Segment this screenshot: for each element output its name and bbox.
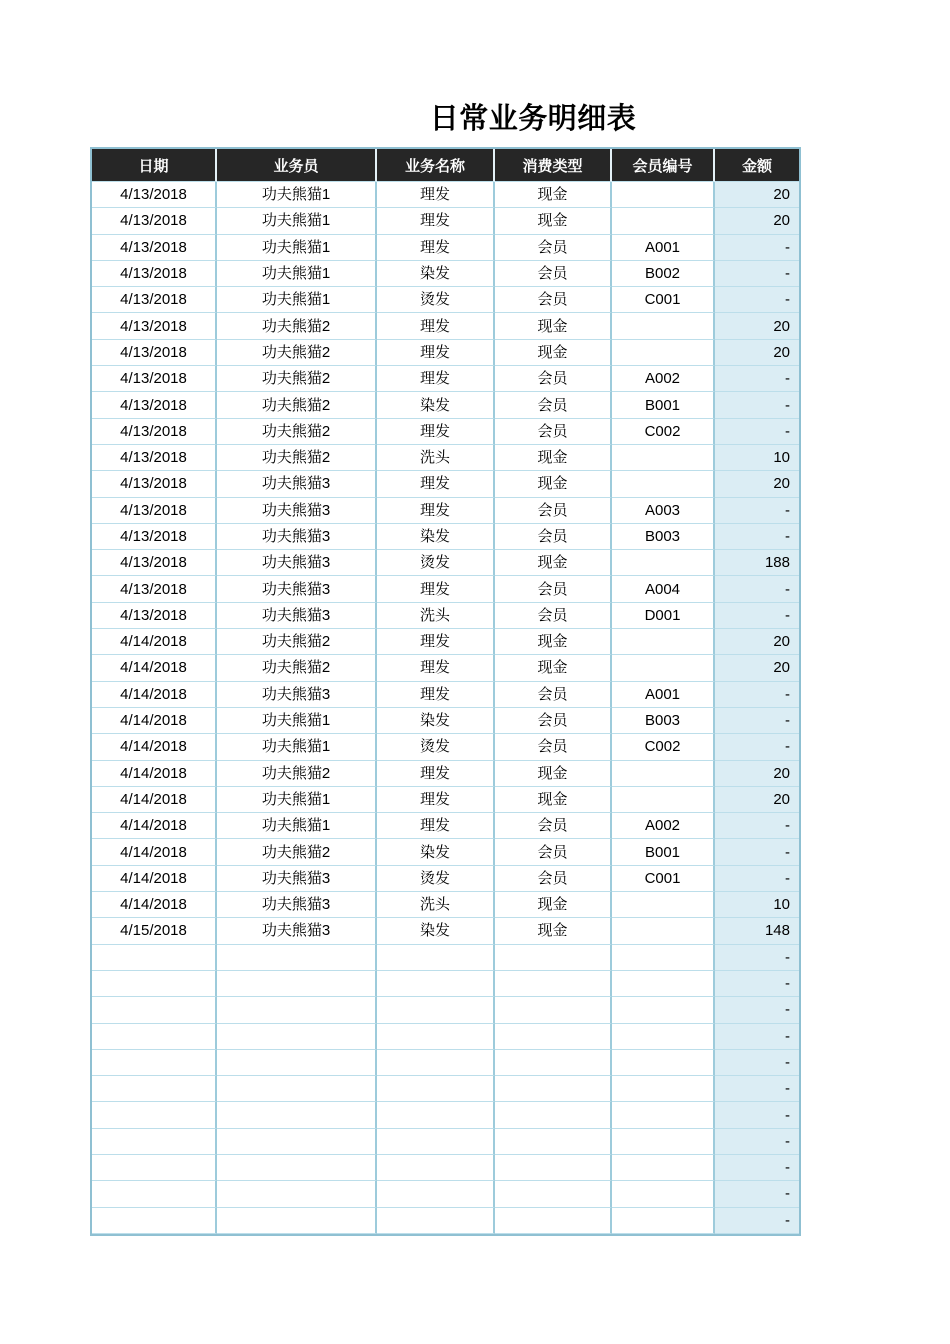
cell-type: 现金 — [495, 471, 612, 497]
cell-member: C002 — [612, 419, 715, 445]
cell-member — [612, 1129, 715, 1155]
cell-agent — [217, 1181, 377, 1207]
cell-date: 4/13/2018 — [92, 603, 217, 629]
cell-service: 理发 — [377, 182, 495, 208]
cell-type: 现金 — [495, 550, 612, 576]
cell-date: 4/14/2018 — [92, 892, 217, 918]
cell-member: B002 — [612, 261, 715, 287]
cell-amount: 20 — [715, 471, 799, 497]
cell-service: 理发 — [377, 576, 495, 602]
cell-member — [612, 208, 715, 234]
cell-amount: - — [715, 1129, 799, 1155]
cell-amount: - — [715, 708, 799, 734]
cell-member: C002 — [612, 734, 715, 760]
cell-date — [92, 1050, 217, 1076]
cell-type — [495, 1076, 612, 1102]
cell-date — [92, 971, 217, 997]
cell-member — [612, 997, 715, 1023]
cell-agent: 功夫熊猫3 — [217, 866, 377, 892]
cell-date: 4/14/2018 — [92, 761, 217, 787]
cell-date: 4/14/2018 — [92, 655, 217, 681]
cell-agent: 功夫熊猫1 — [217, 235, 377, 261]
cell-service: 染发 — [377, 524, 495, 550]
cell-date: 4/13/2018 — [92, 445, 217, 471]
cell-date: 4/14/2018 — [92, 629, 217, 655]
cell-date — [92, 1155, 217, 1181]
cell-agent: 功夫熊猫2 — [217, 419, 377, 445]
cell-date: 4/13/2018 — [92, 471, 217, 497]
cell-type: 会员 — [495, 734, 612, 760]
cell-agent: 功夫熊猫3 — [217, 524, 377, 550]
cell-service: 理发 — [377, 235, 495, 261]
cell-date: 4/13/2018 — [92, 524, 217, 550]
cell-amount: - — [715, 603, 799, 629]
cell-agent: 功夫熊猫2 — [217, 392, 377, 418]
cell-amount: - — [715, 261, 799, 287]
column-header-member: 会员编号 — [612, 149, 715, 182]
cell-amount: - — [715, 1024, 799, 1050]
cell-type: 现金 — [495, 629, 612, 655]
cell-service: 烫发 — [377, 866, 495, 892]
cell-type: 现金 — [495, 655, 612, 681]
cell-type: 会员 — [495, 813, 612, 839]
cell-agent: 功夫熊猫2 — [217, 340, 377, 366]
cell-agent: 功夫熊猫3 — [217, 892, 377, 918]
cell-amount: - — [715, 392, 799, 418]
cell-service: 理发 — [377, 787, 495, 813]
cell-amount: - — [715, 366, 799, 392]
cell-amount: 20 — [715, 313, 799, 339]
cell-member — [612, 182, 715, 208]
cell-member: B001 — [612, 839, 715, 865]
cell-type: 现金 — [495, 761, 612, 787]
cell-service — [377, 1129, 495, 1155]
cell-member — [612, 761, 715, 787]
cell-amount: - — [715, 945, 799, 971]
cell-member — [612, 313, 715, 339]
cell-date — [92, 1102, 217, 1128]
cell-agent: 功夫熊猫1 — [217, 261, 377, 287]
cell-service: 烫发 — [377, 287, 495, 313]
cell-agent: 功夫熊猫2 — [217, 313, 377, 339]
cell-service — [377, 1208, 495, 1234]
cell-member — [612, 1102, 715, 1128]
cell-type — [495, 1102, 612, 1128]
cell-date: 4/14/2018 — [92, 682, 217, 708]
cell-member — [612, 1050, 715, 1076]
cell-date — [92, 945, 217, 971]
cell-type: 现金 — [495, 340, 612, 366]
cell-member — [612, 1024, 715, 1050]
column-header-date: 日期 — [92, 149, 217, 182]
cell-type: 现金 — [495, 313, 612, 339]
cell-agent — [217, 1050, 377, 1076]
cell-agent: 功夫熊猫1 — [217, 287, 377, 313]
cell-type: 现金 — [495, 787, 612, 813]
cell-amount: - — [715, 287, 799, 313]
cell-member — [612, 787, 715, 813]
cell-agent: 功夫熊猫1 — [217, 813, 377, 839]
cell-service: 理发 — [377, 419, 495, 445]
cell-member — [612, 971, 715, 997]
cell-type: 会员 — [495, 498, 612, 524]
cell-agent: 功夫熊猫2 — [217, 629, 377, 655]
cell-service — [377, 1102, 495, 1128]
cell-type — [495, 1181, 612, 1207]
cell-amount: - — [715, 813, 799, 839]
cell-service — [377, 997, 495, 1023]
cell-date: 4/13/2018 — [92, 576, 217, 602]
column-header-amount: 金额 — [715, 149, 799, 182]
cell-type: 会员 — [495, 392, 612, 418]
cell-service: 染发 — [377, 839, 495, 865]
cell-date — [92, 1129, 217, 1155]
cell-date: 4/14/2018 — [92, 734, 217, 760]
cell-member: C001 — [612, 287, 715, 313]
cell-member: A001 — [612, 235, 715, 261]
cell-amount: - — [715, 235, 799, 261]
cell-type — [495, 997, 612, 1023]
cell-type: 会员 — [495, 287, 612, 313]
cell-type: 会员 — [495, 235, 612, 261]
cell-service — [377, 1050, 495, 1076]
cell-agent: 功夫熊猫3 — [217, 918, 377, 944]
cell-member: A002 — [612, 366, 715, 392]
cell-member: A004 — [612, 576, 715, 602]
cell-agent — [217, 945, 377, 971]
cell-date: 4/13/2018 — [92, 550, 217, 576]
cell-agent: 功夫熊猫2 — [217, 761, 377, 787]
cell-type — [495, 1050, 612, 1076]
cell-amount: 10 — [715, 892, 799, 918]
cell-member — [612, 340, 715, 366]
cell-amount: 20 — [715, 629, 799, 655]
cell-service: 理发 — [377, 340, 495, 366]
cell-type: 会员 — [495, 839, 612, 865]
cell-service: 理发 — [377, 655, 495, 681]
cell-date: 4/13/2018 — [92, 392, 217, 418]
cell-amount: - — [715, 524, 799, 550]
cell-type: 会员 — [495, 603, 612, 629]
cell-amount: - — [715, 419, 799, 445]
cell-agent: 功夫熊猫3 — [217, 682, 377, 708]
cell-type — [495, 971, 612, 997]
cell-amount: - — [715, 971, 799, 997]
cell-agent: 功夫熊猫2 — [217, 445, 377, 471]
cell-amount: - — [715, 997, 799, 1023]
cell-amount: - — [715, 1102, 799, 1128]
cell-service — [377, 1155, 495, 1181]
cell-agent: 功夫熊猫3 — [217, 498, 377, 524]
cell-date: 4/13/2018 — [92, 182, 217, 208]
cell-amount: 20 — [715, 787, 799, 813]
cell-agent: 功夫熊猫1 — [217, 734, 377, 760]
cell-member: C001 — [612, 866, 715, 892]
cell-amount: - — [715, 498, 799, 524]
cell-amount: 10 — [715, 445, 799, 471]
cell-amount: - — [715, 1076, 799, 1102]
cell-type: 现金 — [495, 445, 612, 471]
cell-member: A001 — [612, 682, 715, 708]
cell-agent: 功夫熊猫1 — [217, 182, 377, 208]
cell-service — [377, 945, 495, 971]
cell-service: 理发 — [377, 208, 495, 234]
cell-amount: 20 — [715, 182, 799, 208]
cell-amount: - — [715, 866, 799, 892]
cell-date: 4/13/2018 — [92, 419, 217, 445]
cell-type — [495, 1155, 612, 1181]
cell-type: 现金 — [495, 918, 612, 944]
cell-member — [612, 945, 715, 971]
cell-service: 洗头 — [377, 603, 495, 629]
cell-service: 理发 — [377, 366, 495, 392]
cell-amount: - — [715, 1050, 799, 1076]
cell-date: 4/14/2018 — [92, 813, 217, 839]
cell-service: 理发 — [377, 313, 495, 339]
cell-date: 4/14/2018 — [92, 708, 217, 734]
cell-date: 4/13/2018 — [92, 313, 217, 339]
cell-agent: 功夫熊猫3 — [217, 471, 377, 497]
cell-agent: 功夫熊猫2 — [217, 655, 377, 681]
cell-agent: 功夫熊猫3 — [217, 603, 377, 629]
cell-date — [92, 1024, 217, 1050]
cell-agent — [217, 1024, 377, 1050]
cell-date: 4/13/2018 — [92, 498, 217, 524]
page-title: 日常业务明细表 — [429, 103, 637, 135]
cell-type: 会员 — [495, 576, 612, 602]
cell-amount: 188 — [715, 550, 799, 576]
cell-member — [612, 445, 715, 471]
cell-type — [495, 945, 612, 971]
cell-member — [612, 918, 715, 944]
cell-type: 会员 — [495, 261, 612, 287]
cell-service: 理发 — [377, 761, 495, 787]
cell-service: 染发 — [377, 918, 495, 944]
cell-date — [92, 997, 217, 1023]
cell-member — [612, 655, 715, 681]
cell-agent — [217, 1129, 377, 1155]
cell-date — [92, 1181, 217, 1207]
cell-amount: 20 — [715, 761, 799, 787]
cell-member — [612, 550, 715, 576]
cell-date: 4/14/2018 — [92, 839, 217, 865]
cell-agent: 功夫熊猫1 — [217, 708, 377, 734]
cell-service: 理发 — [377, 471, 495, 497]
column-header-service: 业务名称 — [377, 149, 495, 182]
cell-agent: 功夫熊猫1 — [217, 208, 377, 234]
cell-type — [495, 1208, 612, 1234]
cell-amount: 20 — [715, 655, 799, 681]
cell-service: 染发 — [377, 261, 495, 287]
cell-member: B003 — [612, 708, 715, 734]
cell-member — [612, 1076, 715, 1102]
cell-agent: 功夫熊猫3 — [217, 576, 377, 602]
cell-amount: - — [715, 576, 799, 602]
cell-member: B003 — [612, 524, 715, 550]
cell-service: 洗头 — [377, 445, 495, 471]
cell-service: 理发 — [377, 682, 495, 708]
cell-type: 现金 — [495, 892, 612, 918]
cell-amount: - — [715, 1208, 799, 1234]
cell-amount: - — [715, 1181, 799, 1207]
cell-amount: - — [715, 734, 799, 760]
cell-date — [92, 1076, 217, 1102]
cell-type: 会员 — [495, 366, 612, 392]
cell-service: 烫发 — [377, 734, 495, 760]
cell-type: 会员 — [495, 708, 612, 734]
cell-service: 理发 — [377, 629, 495, 655]
cell-member: B001 — [612, 392, 715, 418]
cell-member — [612, 1155, 715, 1181]
cell-date: 4/14/2018 — [92, 866, 217, 892]
cell-agent: 功夫熊猫2 — [217, 839, 377, 865]
cell-amount: 20 — [715, 340, 799, 366]
cell-date: 4/13/2018 — [92, 340, 217, 366]
cell-service — [377, 971, 495, 997]
cell-member: A002 — [612, 813, 715, 839]
cell-type: 会员 — [495, 419, 612, 445]
cell-service: 理发 — [377, 498, 495, 524]
cell-service — [377, 1024, 495, 1050]
cell-service: 烫发 — [377, 550, 495, 576]
cell-type: 会员 — [495, 866, 612, 892]
cell-date: 4/13/2018 — [92, 235, 217, 261]
cell-amount: 20 — [715, 208, 799, 234]
cell-agent — [217, 1076, 377, 1102]
cell-member — [612, 892, 715, 918]
cell-type — [495, 1024, 612, 1050]
cell-agent: 功夫熊猫3 — [217, 550, 377, 576]
cell-service: 理发 — [377, 813, 495, 839]
column-header-agent: 业务员 — [217, 149, 377, 182]
cell-date: 4/13/2018 — [92, 287, 217, 313]
cell-member — [612, 1208, 715, 1234]
column-header-type: 消费类型 — [495, 149, 612, 182]
cell-agent — [217, 1155, 377, 1181]
cell-date: 4/14/2018 — [92, 787, 217, 813]
cell-agent: 功夫熊猫2 — [217, 366, 377, 392]
cell-service: 洗头 — [377, 892, 495, 918]
cell-agent — [217, 971, 377, 997]
cell-amount: - — [715, 1155, 799, 1181]
cell-service — [377, 1076, 495, 1102]
cell-service: 染发 — [377, 392, 495, 418]
cell-agent: 功夫熊猫1 — [217, 787, 377, 813]
cell-agent — [217, 1208, 377, 1234]
cell-type: 现金 — [495, 182, 612, 208]
cell-type: 会员 — [495, 682, 612, 708]
cell-member — [612, 471, 715, 497]
cell-date: 4/13/2018 — [92, 208, 217, 234]
cell-type — [495, 1129, 612, 1155]
cell-service — [377, 1181, 495, 1207]
cell-date — [92, 1208, 217, 1234]
cell-service: 染发 — [377, 708, 495, 734]
business-detail-table — [90, 147, 801, 1236]
cell-type: 现金 — [495, 208, 612, 234]
cell-date: 4/15/2018 — [92, 918, 217, 944]
cell-agent — [217, 1102, 377, 1128]
cell-date: 4/13/2018 — [92, 366, 217, 392]
cell-date: 4/13/2018 — [92, 261, 217, 287]
cell-member — [612, 1181, 715, 1207]
cell-amount: - — [715, 682, 799, 708]
cell-amount: - — [715, 839, 799, 865]
cell-amount: 148 — [715, 918, 799, 944]
cell-type: 会员 — [495, 524, 612, 550]
cell-member: A003 — [612, 498, 715, 524]
cell-member — [612, 629, 715, 655]
cell-agent — [217, 997, 377, 1023]
cell-member: D001 — [612, 603, 715, 629]
